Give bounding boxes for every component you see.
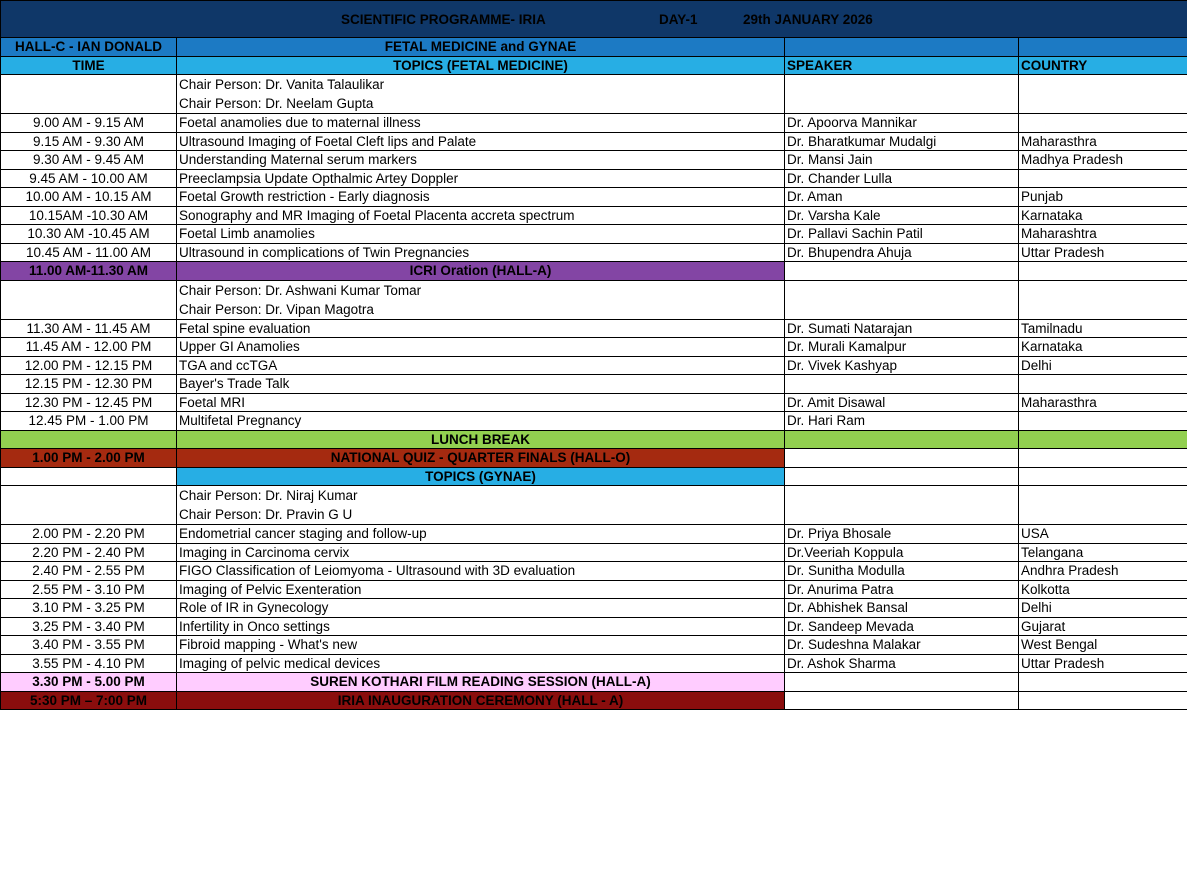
session-country: Tamilnadu bbox=[1019, 319, 1187, 338]
session-topic: Imaging of Pelvic Exenteration bbox=[177, 580, 785, 599]
date-label: 29th JANUARY 2026 bbox=[743, 12, 873, 27]
section-header-row bbox=[1, 467, 1187, 486]
special-session-title: ICRI Oration (HALL-A) bbox=[177, 262, 785, 281]
special-session-title: IRIA INAUGURATION CEREMONY (HALL - A) bbox=[177, 691, 785, 710]
session-speaker: Dr. Pallavi Sachin Patil bbox=[785, 225, 1019, 244]
special-speaker-empty bbox=[785, 262, 1019, 281]
session-country bbox=[1019, 375, 1187, 394]
session-speaker: Dr. Bharatkumar Mudalgi bbox=[785, 132, 1019, 151]
day-label: DAY-1 bbox=[659, 12, 698, 27]
session-speaker: Dr. Vivek Kashyap bbox=[785, 356, 1019, 375]
session-topic: Bayer's Trade Talk bbox=[177, 375, 785, 394]
break-label: LUNCH BREAK bbox=[177, 430, 785, 449]
session-row bbox=[1, 580, 1187, 599]
chair-time-empty bbox=[1, 280, 177, 319]
session-speaker: Dr. Chander Lulla bbox=[785, 169, 1019, 188]
session-time: 9.00 AM - 9.15 AM bbox=[1, 114, 177, 133]
chair-person: Chair Person: Dr. Neelam Gupta bbox=[179, 96, 374, 111]
special-session-row bbox=[1, 673, 1187, 692]
session-topic: Foetal Limb anamolies bbox=[177, 225, 785, 244]
session-time: 10.00 AM - 10.15 AM bbox=[1, 188, 177, 207]
session-topic: Multifetal Pregnancy bbox=[177, 412, 785, 431]
session-row bbox=[1, 654, 1187, 673]
session-country: Uttar Pradesh bbox=[1019, 654, 1187, 673]
session-country: Madhya Pradesh bbox=[1019, 151, 1187, 170]
session-speaker: Dr.Veeriah Koppula bbox=[785, 543, 1019, 562]
session-topic: Infertility in Onco settings bbox=[177, 617, 785, 636]
session-speaker: Dr. Sandeep Mevada bbox=[785, 617, 1019, 636]
hall-row-empty-country bbox=[1019, 38, 1187, 57]
special-session-time: 1.00 PM - 2.00 PM bbox=[1, 449, 177, 468]
session-time: 12.30 PM - 12.45 PM bbox=[1, 393, 177, 412]
section-topics-header: TOPICS (GYNAE) bbox=[177, 467, 785, 486]
session-topic: FIGO Classification of Leiomyoma - Ultrasound with 3D evaluation bbox=[177, 562, 785, 581]
session-speaker: Dr. Sudeshna Malakar bbox=[785, 636, 1019, 655]
chair-row bbox=[1, 280, 1187, 319]
hall-row-empty-speaker bbox=[785, 38, 1019, 57]
session-speaker: Dr. Murali Kamalpur bbox=[785, 338, 1019, 357]
session-country: Punjab bbox=[1019, 188, 1187, 207]
session-time: 12.00 PM - 12.15 PM bbox=[1, 356, 177, 375]
session-country bbox=[1019, 169, 1187, 188]
session-country: West Bengal bbox=[1019, 636, 1187, 655]
session-row bbox=[1, 543, 1187, 562]
session-country: Telangana bbox=[1019, 543, 1187, 562]
session-row bbox=[1, 243, 1187, 262]
session-time: 2.55 PM - 3.10 PM bbox=[1, 580, 177, 599]
session-time: 2.40 PM - 2.55 PM bbox=[1, 562, 177, 581]
session-country: Andhra Pradesh bbox=[1019, 562, 1187, 581]
special-session-row bbox=[1, 691, 1187, 710]
session-country: USA bbox=[1019, 525, 1187, 544]
chair-time-empty bbox=[1, 75, 177, 114]
session-speaker: Dr. Anurima Patra bbox=[785, 580, 1019, 599]
session-speaker: Dr. Aman bbox=[785, 188, 1019, 207]
session-row bbox=[1, 132, 1187, 151]
special-session-row bbox=[1, 262, 1187, 281]
chair-row bbox=[1, 486, 1187, 525]
special-session-time: 11.00 AM-11.30 AM bbox=[1, 262, 177, 281]
section-country-empty bbox=[1019, 467, 1187, 486]
special-country-empty bbox=[1019, 691, 1187, 710]
session-speaker: Dr. Priya Bhosale bbox=[785, 525, 1019, 544]
track-name: FETAL MEDICINE and GYNAE bbox=[177, 38, 785, 57]
session-topic: Upper GI Anamolies bbox=[177, 338, 785, 357]
session-country bbox=[1019, 114, 1187, 133]
session-row bbox=[1, 617, 1187, 636]
session-time: 3.25 PM - 3.40 PM bbox=[1, 617, 177, 636]
chair-person: Chair Person: Dr. Ashwani Kumar Tomar bbox=[179, 282, 422, 298]
session-topic: Ultrasound Imaging of Foetal Cleft lips and Palate bbox=[177, 132, 785, 151]
section-speaker-empty bbox=[785, 467, 1019, 486]
chair-row bbox=[1, 75, 1187, 114]
session-topic: Preeclampsia Update Opthalmic Artey Doppler bbox=[177, 169, 785, 188]
session-time: 11.45 AM - 12.00 PM bbox=[1, 338, 177, 357]
session-topic: Role of IR in Gynecology bbox=[177, 599, 785, 618]
special-session-row bbox=[1, 449, 1187, 468]
session-time: 12.15 PM - 12.30 PM bbox=[1, 375, 177, 394]
title-cell bbox=[1, 1, 1187, 38]
session-topic: Foetal anamolies due to maternal illness bbox=[177, 114, 785, 133]
session-country: Delhi bbox=[1019, 356, 1187, 375]
special-session-title: NATIONAL QUIZ - QUARTER FINALS (HALL-O) bbox=[177, 449, 785, 468]
session-topic: Ultrasound in complications of Twin Pregnancies bbox=[177, 243, 785, 262]
chair-speaker-empty bbox=[785, 280, 1019, 319]
column-header-row bbox=[1, 56, 1187, 75]
chair-speaker-empty bbox=[785, 75, 1019, 114]
session-row bbox=[1, 151, 1187, 170]
speaker-header: SPEAKER bbox=[785, 56, 1019, 75]
chair-person: Chair Person: Dr. Niraj Kumar bbox=[179, 488, 358, 503]
session-row bbox=[1, 525, 1187, 544]
session-country: Maharashtra bbox=[1019, 225, 1187, 244]
chair-persons bbox=[177, 75, 785, 114]
session-time: 10.15AM -10.30 AM bbox=[1, 206, 177, 225]
special-session-time: 3.30 PM - 5.00 PM bbox=[1, 673, 177, 692]
section-time-empty bbox=[1, 467, 177, 486]
chair-persons bbox=[177, 486, 785, 525]
session-time: 3.40 PM - 3.55 PM bbox=[1, 636, 177, 655]
session-time: 11.30 AM - 11.45 AM bbox=[1, 319, 177, 338]
session-time: 10.45 AM - 11.00 AM bbox=[1, 243, 177, 262]
session-country bbox=[1019, 412, 1187, 431]
session-speaker bbox=[785, 375, 1019, 394]
session-time: 3.10 PM - 3.25 PM bbox=[1, 599, 177, 618]
session-speaker: Dr. Varsha Kale bbox=[785, 206, 1019, 225]
session-row bbox=[1, 114, 1187, 133]
special-speaker-empty bbox=[785, 449, 1019, 468]
special-speaker-empty bbox=[785, 673, 1019, 692]
special-country-empty bbox=[1019, 673, 1187, 692]
session-time: 10.30 AM -10.45 AM bbox=[1, 225, 177, 244]
session-topic: TGA and ccTGA bbox=[177, 356, 785, 375]
break-time-cell bbox=[1, 430, 177, 449]
session-country: Karnataka bbox=[1019, 338, 1187, 357]
chair-person: Chair Person: Dr. Vipan Magotra bbox=[179, 301, 374, 317]
session-time: 9.15 AM - 9.30 AM bbox=[1, 132, 177, 151]
session-country: Kolkotta bbox=[1019, 580, 1187, 599]
session-speaker: Dr. Mansi Jain bbox=[785, 151, 1019, 170]
special-session-time: 5:30 PM – 7:00 PM bbox=[1, 691, 177, 710]
chair-time-empty bbox=[1, 486, 177, 525]
special-country-empty bbox=[1019, 449, 1187, 468]
session-speaker: Dr. Sumati Natarajan bbox=[785, 319, 1019, 338]
session-row bbox=[1, 225, 1187, 244]
session-row bbox=[1, 393, 1187, 412]
session-country: Maharasthra bbox=[1019, 132, 1187, 151]
session-row bbox=[1, 338, 1187, 357]
chair-country-empty bbox=[1019, 486, 1187, 525]
session-speaker: Dr. Ashok Sharma bbox=[785, 654, 1019, 673]
hall-row bbox=[1, 38, 1187, 57]
programme-title: SCIENTIFIC PROGRAMME- IRIA bbox=[341, 12, 546, 27]
session-country: Karnataka bbox=[1019, 206, 1187, 225]
session-country: Uttar Pradesh bbox=[1019, 243, 1187, 262]
chair-person: Chair Person: Dr. Vanita Talaulikar bbox=[179, 77, 385, 92]
chair-country-empty bbox=[1019, 280, 1187, 319]
chair-speaker-empty bbox=[785, 486, 1019, 525]
session-time: 12.45 PM - 1.00 PM bbox=[1, 412, 177, 431]
special-speaker-empty bbox=[785, 691, 1019, 710]
session-country: Maharasthra bbox=[1019, 393, 1187, 412]
session-topic: Imaging of pelvic medical devices bbox=[177, 654, 785, 673]
topics-header: TOPICS (FETAL MEDICINE) bbox=[177, 56, 785, 75]
session-row bbox=[1, 636, 1187, 655]
country-header: COUNTRY bbox=[1019, 56, 1187, 75]
session-topic: Fibroid mapping - What's new bbox=[177, 636, 785, 655]
title-row bbox=[1, 1, 1187, 38]
session-time: 3.55 PM - 4.10 PM bbox=[1, 654, 177, 673]
session-row bbox=[1, 356, 1187, 375]
session-topic: Foetal Growth restriction - Early diagnosis bbox=[177, 188, 785, 207]
session-speaker: Dr. Amit Disawal bbox=[785, 393, 1019, 412]
session-speaker: Dr. Hari Ram bbox=[785, 412, 1019, 431]
special-country-empty bbox=[1019, 262, 1187, 281]
chair-persons bbox=[177, 280, 785, 319]
session-topic: Foetal MRI bbox=[177, 393, 785, 412]
session-topic: Imaging in Carcinoma cervix bbox=[177, 543, 785, 562]
session-topic: Endometrial cancer staging and follow-up bbox=[177, 525, 785, 544]
break-row bbox=[1, 430, 1187, 449]
session-speaker: Dr. Sunitha Modulla bbox=[785, 562, 1019, 581]
break-speaker-cell bbox=[785, 430, 1019, 449]
session-speaker: Dr. Apoorva Mannikar bbox=[785, 114, 1019, 133]
session-country: Delhi bbox=[1019, 599, 1187, 618]
special-session-title: SUREN KOTHARI FILM READING SESSION (HALL-A) bbox=[177, 673, 785, 692]
session-time: 9.30 AM - 9.45 AM bbox=[1, 151, 177, 170]
session-row bbox=[1, 599, 1187, 618]
session-row bbox=[1, 206, 1187, 225]
session-row bbox=[1, 412, 1187, 431]
hall-name: HALL-C - IAN DONALD bbox=[1, 38, 177, 57]
chair-person: Chair Person: Dr. Pravin G U bbox=[179, 507, 353, 522]
session-topic: Understanding Maternal serum markers bbox=[177, 151, 785, 170]
break-country-cell bbox=[1019, 430, 1187, 449]
session-row bbox=[1, 169, 1187, 188]
session-row bbox=[1, 319, 1187, 338]
session-speaker: Dr. Abhishek Bansal bbox=[785, 599, 1019, 618]
session-topic: Sonography and MR Imaging of Foetal Placenta accreta spectrum bbox=[177, 206, 785, 225]
session-time: 2.00 PM - 2.20 PM bbox=[1, 525, 177, 544]
session-time: 2.20 PM - 2.40 PM bbox=[1, 543, 177, 562]
time-header: TIME bbox=[1, 56, 177, 75]
chair-country-empty bbox=[1019, 75, 1187, 114]
session-topic: Fetal spine evaluation bbox=[177, 319, 785, 338]
session-time: 9.45 AM - 10.00 AM bbox=[1, 169, 177, 188]
session-country: Gujarat bbox=[1019, 617, 1187, 636]
session-row bbox=[1, 375, 1187, 394]
session-row bbox=[1, 188, 1187, 207]
session-row bbox=[1, 562, 1187, 581]
session-speaker: Dr. Bhupendra Ahuja bbox=[785, 243, 1019, 262]
